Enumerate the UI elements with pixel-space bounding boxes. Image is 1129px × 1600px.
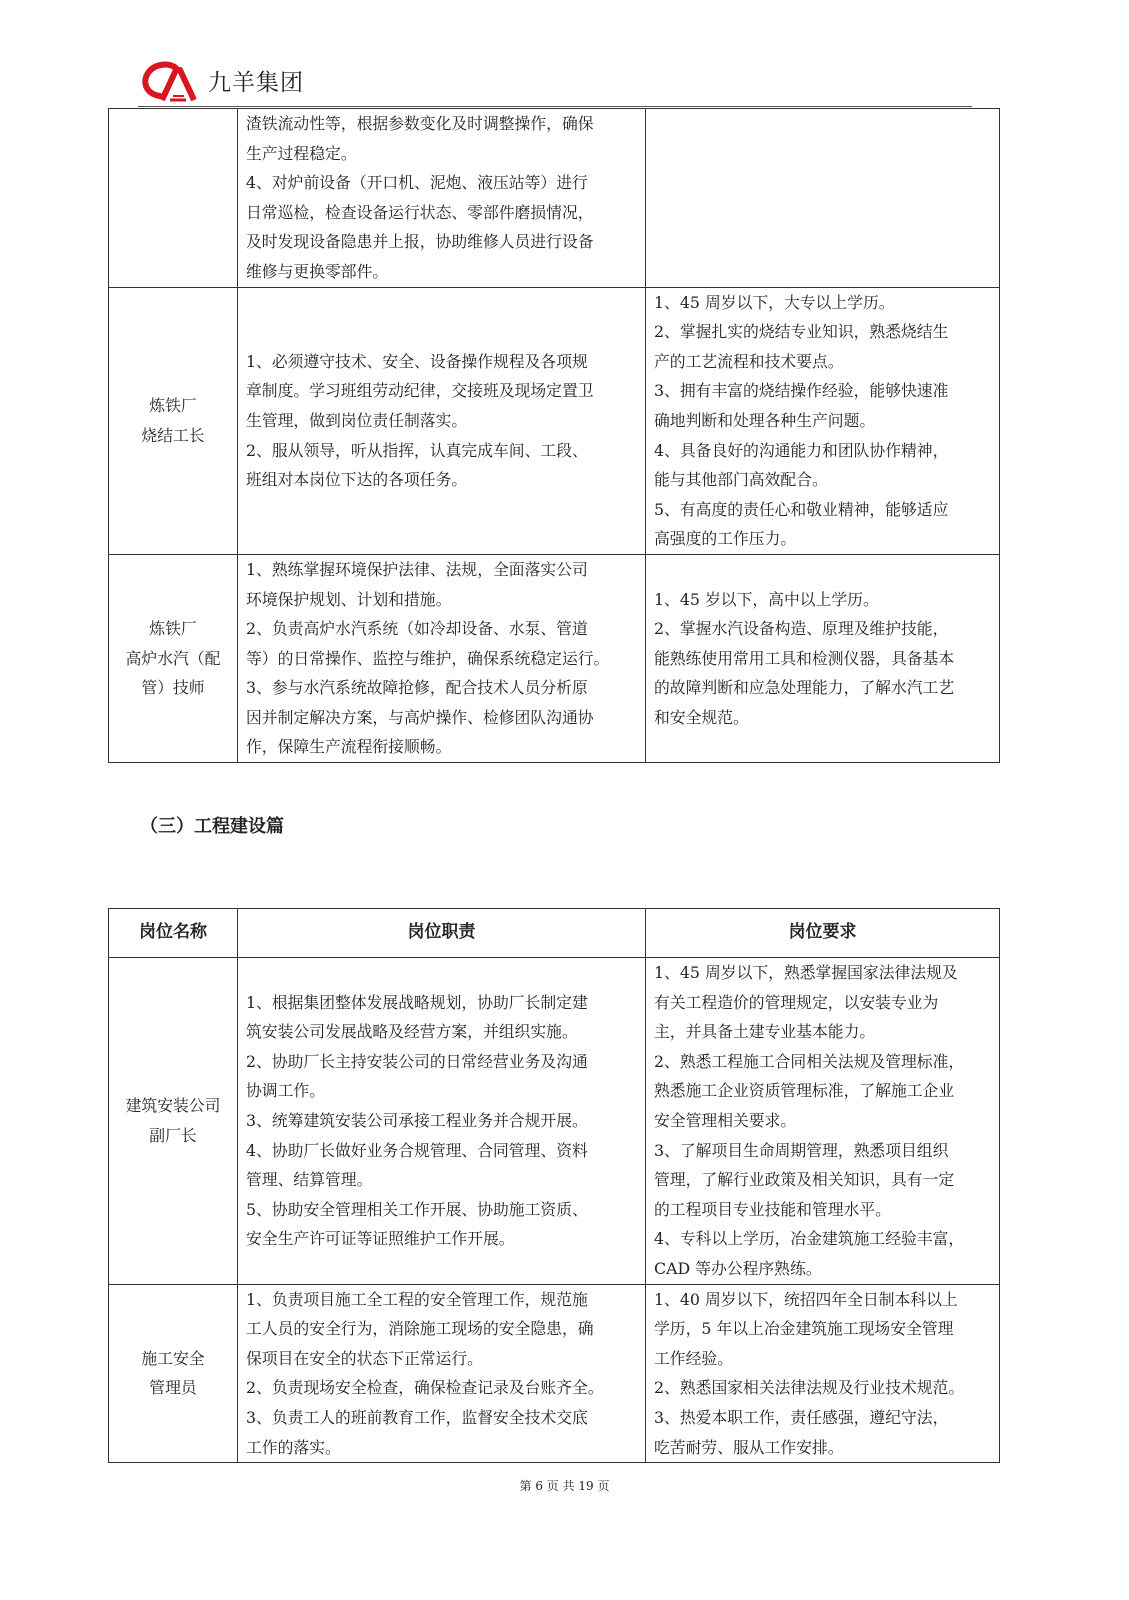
text-line: 班组对本岗位下达的各项任务。 xyxy=(246,470,468,490)
text-line: 筑安装公司发展战略及经营方案，并组织实施。 xyxy=(246,1022,578,1042)
requirement-cell xyxy=(646,958,1000,1285)
text-line: 管）技师 xyxy=(141,678,205,698)
text-line: 日常巡检，检查设备运行状态、零部件磨损情况， xyxy=(246,202,594,222)
text-line: 产的工艺流程和技术要点。 xyxy=(654,351,844,371)
position-name-cell xyxy=(109,958,238,1285)
text-line: 建筑安装公司 xyxy=(125,1096,221,1116)
text-line: 3、热爱本职工作，责任感强，遵纪守法， xyxy=(654,1407,949,1427)
text-line: 及时发现设备隐患并上报，协助维修人员进行设备 xyxy=(246,232,594,252)
company-name: 九羊集团 xyxy=(208,69,304,96)
text-line: 环境保护规划、计划和措施。 xyxy=(246,589,452,609)
duty-cell xyxy=(238,1284,646,1463)
text-line: 2、负责高炉水汽系统（如冷却设备、水泵、管道 xyxy=(246,619,588,639)
text-line: 渣铁流动性等，根据参数变化及时调整操作，确保 xyxy=(246,114,594,133)
table-header-row xyxy=(109,909,1000,958)
requirement-cell xyxy=(646,554,1000,762)
text-line: 1、40 周岁以下，统招四年全日制本科以上 xyxy=(654,1289,958,1309)
text-line: 高强度的工作压力。 xyxy=(654,529,797,549)
text-line: 3、了解项目生命周期管理，熟悉项目组织 xyxy=(654,1140,949,1160)
text-line: 4、专科以上学历，冶金建筑施工经验丰富， xyxy=(654,1229,965,1249)
text-line: 1、必须遵守技术、安全、设备操作规程及各项规 xyxy=(246,351,588,371)
table-row xyxy=(109,287,1000,554)
position-name-cell xyxy=(109,109,238,288)
text-line: 能与其他部门高效配合。 xyxy=(654,470,828,490)
text-line: 3、统筹建筑安装公司承接工程业务并合规开展。 xyxy=(246,1110,588,1130)
text-line: 安全生产许可证等证照维护工作开展。 xyxy=(246,1229,515,1249)
text-line: 工作经验。 xyxy=(654,1348,733,1368)
position-name-cell xyxy=(109,1284,238,1463)
text-line: 学历，5 年以上冶金建筑施工现场安全管理 xyxy=(654,1319,954,1339)
text-line: 工作的落实。 xyxy=(246,1437,341,1457)
requirement-cell xyxy=(646,109,1000,288)
text-line: 4、协助厂长做好业务合规管理、合同管理、资料 xyxy=(246,1140,588,1160)
requirement-cell xyxy=(646,1284,1000,1463)
page-header xyxy=(138,56,972,107)
text-line: 有关工程造价的管理规定，以安装专业为 xyxy=(654,992,939,1012)
header-position-requirement: 岗位要求 xyxy=(646,909,1000,958)
text-line: 1、45 周岁以下，大专以上学历。 xyxy=(654,292,895,312)
text-line: 吃苦耐劳、服从工作安排。 xyxy=(654,1437,844,1457)
text-line: 炼铁厂 xyxy=(149,619,197,639)
duty-cell xyxy=(238,287,646,554)
text-line: 1、熟练掌握环境保护法律、法规，全面落实公司 xyxy=(246,559,588,579)
text-line: 生管理，做到岗位责任制落实。 xyxy=(246,410,468,430)
text-line: 维修与更换零部件。 xyxy=(246,261,389,281)
text-line: 和安全规范。 xyxy=(654,707,749,727)
text-line: 1、根据集团整体发展战略规划，协助厂长制定建 xyxy=(246,992,588,1012)
text-line: 2、负责现场安全检查，确保检查记录及台账齐全。 xyxy=(246,1378,604,1398)
text-line: 管理，了解行业政策及相关知识，具有一定 xyxy=(654,1170,955,1190)
text-line: 2、熟悉国家相关法律法规及行业技术规范。 xyxy=(654,1378,965,1398)
text-line: 确地判断和处理各种生产问题。 xyxy=(654,410,876,430)
text-line: 能熟练使用常用工具和检测仪器，具备基本 xyxy=(654,648,955,668)
text-line: 5、有高度的责任心和敬业精神，能够适应 xyxy=(654,499,949,519)
text-line: 安全管理相关要求。 xyxy=(654,1110,797,1130)
text-line: 副厂长 xyxy=(149,1125,197,1145)
positions-table-continued xyxy=(108,108,1000,763)
text-line: 的工程项目专业技能和管理水平。 xyxy=(654,1199,891,1219)
text-line: 4、对炉前设备（开口机、泥炮、液压站等）进行 xyxy=(246,173,588,193)
text-line: 主，并具备土建专业基本能力。 xyxy=(654,1022,876,1042)
table-row xyxy=(109,554,1000,762)
position-name-cell xyxy=(109,287,238,554)
text-line: 3、拥有丰富的烧结操作经验，能够快速准 xyxy=(654,381,949,401)
text-line: 管理员 xyxy=(149,1378,197,1398)
text-line: 协调工作。 xyxy=(246,1081,325,1101)
position-name-cell xyxy=(109,554,238,762)
table-row xyxy=(109,958,1000,1285)
logo-mark-icon xyxy=(140,56,206,104)
text-line: 炼铁厂 xyxy=(149,396,197,416)
text-line: 2、协助厂长主持安装公司的日常经营业务及沟通 xyxy=(246,1051,588,1071)
text-line: 施工安全 xyxy=(141,1348,205,1368)
text-line: 1、45 周岁以下，熟悉掌握国家法律法规及 xyxy=(654,963,958,982)
company-logo xyxy=(140,56,304,104)
text-line: 的故障判断和应急处理能力，了解水汽工艺 xyxy=(654,678,955,698)
text-line: 章制度。学习班组劳动纪律，交接班及现场定置卫 xyxy=(246,381,594,401)
header-position-name: 岗位名称 xyxy=(109,909,238,958)
text-line: 高炉水汽（配 xyxy=(125,648,221,668)
text-line: 保项目在安全的状态下正常运行。 xyxy=(246,1348,483,1368)
text-line: 管理、结算管理。 xyxy=(246,1170,373,1190)
text-line: 3、参与水汽系统故障抢修，配合技术人员分析原 xyxy=(246,678,588,698)
text-line: CAD 等办公程序熟练。 xyxy=(654,1258,822,1278)
text-line: 等）的日常操作、监控与维护，确保系统稳定运行。 xyxy=(246,648,610,668)
duty-cell xyxy=(238,554,646,762)
text-line: 2、掌握水汽设备构造、原理及维护技能， xyxy=(654,619,949,639)
table-row xyxy=(109,1284,1000,1463)
text-line: 因并制定解决方案，与高炉操作、检修团队沟通协 xyxy=(246,707,594,727)
section-title: （三）工程建设篇 xyxy=(140,816,284,837)
text-line: 2、服从领导，听从指挥，认真完成车间、工段、 xyxy=(246,440,588,460)
duty-cell xyxy=(238,958,646,1285)
text-line: 作，保障生产流程衔接顺畅。 xyxy=(246,737,452,757)
requirement-cell xyxy=(646,287,1000,554)
text-line: 工人员的安全行为，消除施工现场的安全隐患，确 xyxy=(246,1319,594,1339)
text-line: 2、掌握扎实的烧结专业知识，熟悉烧结生 xyxy=(654,322,949,342)
text-line: 5、协助安全管理相关工作开展、协助施工资质、 xyxy=(246,1199,588,1219)
text-line: 3、负责工人的班前教育工作，监督安全技术交底 xyxy=(246,1407,588,1427)
text-line: 生产过程稳定。 xyxy=(246,143,357,163)
header-position-duty: 岗位职责 xyxy=(238,909,646,958)
text-line: 1、负责项目施工全工程的安全管理工作，规范施 xyxy=(246,1289,588,1309)
text-line: 烧结工长 xyxy=(141,425,205,445)
text-line: 4、具备良好的沟通能力和团队协作精神， xyxy=(654,440,949,460)
page-number: 第 6 页 共 19 页 xyxy=(519,1479,610,1493)
text-line: 1、45 岁以下，高中以上学历。 xyxy=(654,589,879,609)
text-line: 熟悉施工企业资质管理标准，了解施工企业 xyxy=(654,1081,955,1101)
duty-cell xyxy=(238,109,646,288)
table-row xyxy=(109,109,1000,288)
engineering-positions-table xyxy=(108,908,1000,1463)
text-line: 2、熟悉工程施工合同相关法规及管理标准， xyxy=(654,1051,965,1071)
